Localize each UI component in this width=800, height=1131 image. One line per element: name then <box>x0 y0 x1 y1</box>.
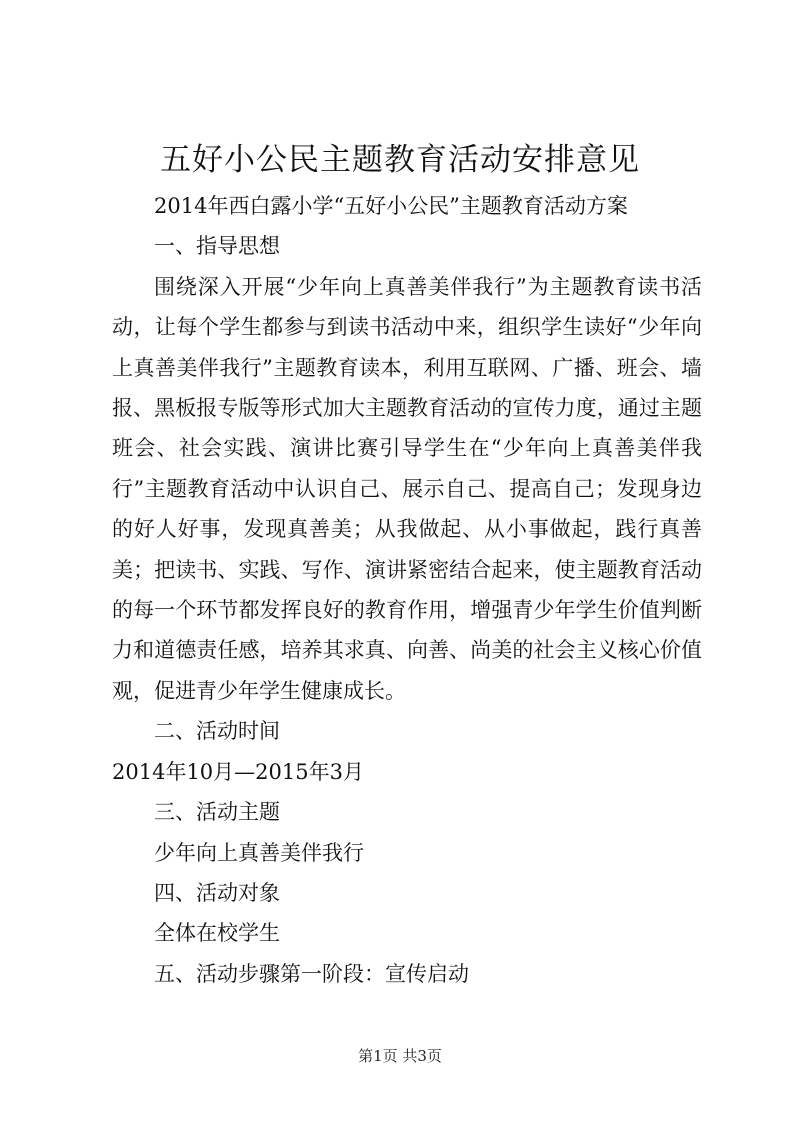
section-heading-guiding-ideology: 一、指导思想 <box>154 234 280 259</box>
document-title: 五好小公民主题教育活动安排意见 <box>160 142 640 178</box>
section-body-guiding-ideology: 围绕深入开展“少年向上真善美伴我行”为主题教育读书活动，让每个学生都参与到读书活动中来，组织学生读好“少年向上真善美伴我行”主题教育读本，利用互联网、广播、班会、墙报、黑板报专版等形式加大主题教育活动的宣传力度，通过主题班会、社会实践、演讲比赛引导学生在“少年向上真善美伴我行”主题教育活动中认识自己、展示自己、提高自己；发现身边的好人好事，发现真善美；从我做起、从小事做起，践行真善美；把读书、实践、写作、演讲紧密结合起来，使主题教育活动的每一个环节都发挥良好的教育作用，增强青少年学生价值判断力和道德责任感，培养其求真、向善、尚美的社会主义核心价值观，促进青少年学生健康成长。 <box>112 274 702 703</box>
document-subtitle: 2014年西白露小学“五好小公民”主题教育活动方案 <box>154 194 628 218</box>
section-body-activity-time: 2014年10月—2015年3月 <box>112 759 364 784</box>
section-heading-activity-steps: 五、活动步骤第一阶段：宣传启动 <box>154 961 469 986</box>
section-heading-activity-time: 二、活动时间 <box>154 719 280 744</box>
section-heading-activity-target: 四、活动对象 <box>154 880 280 905</box>
section-body-activity-target: 全体在校学生 <box>154 921 280 946</box>
section-heading-activity-theme: 三、活动主题 <box>154 800 280 825</box>
page-number-footer: 第1页 共3页 <box>358 1047 442 1065</box>
section-body-activity-theme: 少年向上真善美伴我行 <box>154 840 364 865</box>
document-content <box>112 186 702 994</box>
